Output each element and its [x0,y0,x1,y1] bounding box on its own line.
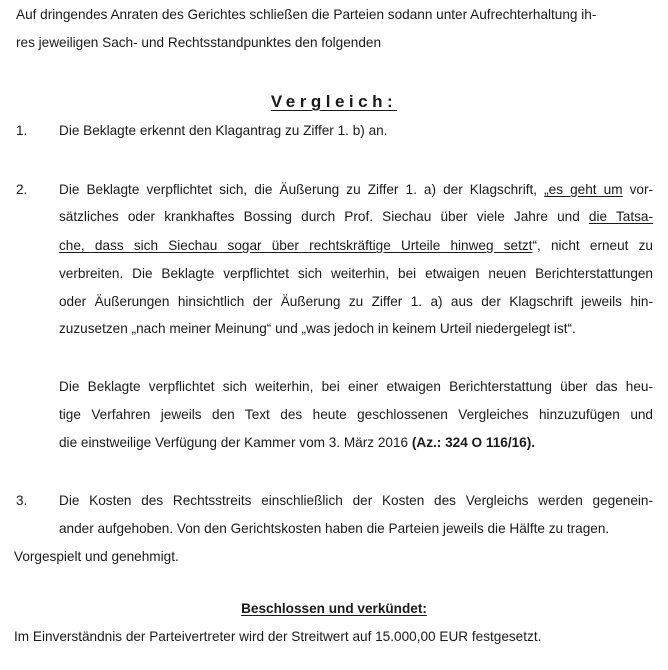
underlined-quote: che, dass sich Siechau sogar über rechtskräftige Urteile hinweg setzt [59,238,533,253]
item-3-line-2: ander aufgehoben. Von den Gerichtskosten haben die Parteien jeweils die Hälfte zu tragen. [59,521,610,536]
final-statement: Im Einverständnis der Parteivertreter wird der Streitwert auf 15.000,00 EUR festgesetzt. [14,629,542,644]
underlined-quote: „es geht um [544,182,623,197]
item-number: 2. [16,182,28,197]
document-title: Vergleich: [270,92,398,111]
item-number: 1. [16,123,28,138]
item-2-line-5: oder Äußerungen hinsichtlich der Äußerung zu Ziffer 1. a) aus der Klagschrift jeweils hin- [59,294,653,309]
subheading: Beschlossen und verkündet: [241,601,427,616]
item-2-line-6: zuzusetzen „nach meiner Meinung“ und „was jedoch in keinem Urteil niedergelegt ist“. [59,321,576,336]
item-2-line-4: verbreiten. Die Beklagte verpflichtet sich weiterhin, bei etwaigen neuen Berichterstattungen [59,266,653,281]
intro-line-2: res jeweiligen Sach- und Rechtsstandpunktes den folgenden [16,35,382,50]
item-2-line-2 [59,208,653,226]
intro-line-1: Auf dringendes Anraten des Gerichtes schließen die Parteien sodann unter Aufrechterhaltung ih- [16,7,597,22]
text-segment: “, nicht erneut zu [532,238,653,253]
item-2-para-2-line-2: tige Verfahren jeweils den Text des heute geschlossenen Vergleiches hinzuzufügen und [59,407,653,422]
text-segment: vor- [622,182,654,197]
item-2-para-2-line-3 [59,434,535,452]
case-number: (Az.: 324 O 116/16). [411,435,536,450]
text-segment: sätzliches oder krankhaftes Bossing durch Prof. Siechau über viele Jahre und [59,209,589,224]
text-segment: Die Beklagte verpflichtet sich, die Äußerung zu Ziffer 1. a) der Klagschrift, [59,182,545,197]
item-number: 3. [16,493,28,508]
underlined-quote: die Tatsa- [588,209,653,224]
approval-note: Vorgespielt und genehmigt. [14,549,179,564]
item-2-line-3 [59,237,653,255]
item-2-line-1 [59,181,653,199]
item-text: Die Beklagte erkennt den Klagantrag zu Ziffer 1. b) an. [59,123,388,138]
text-segment: die einstweilige Verfügung der Kammer vom 3. März 2016 [59,435,412,450]
item-3-line-1: Die Kosten des Rechtsstreits einschließlich der Kosten des Vergleichs werden gegenein- [59,493,653,508]
item-2-para-2-line-1: Die Beklagte verpflichtet sich weiterhin, bei einer etwaigen Berichterstattung über das heu- [59,379,653,394]
